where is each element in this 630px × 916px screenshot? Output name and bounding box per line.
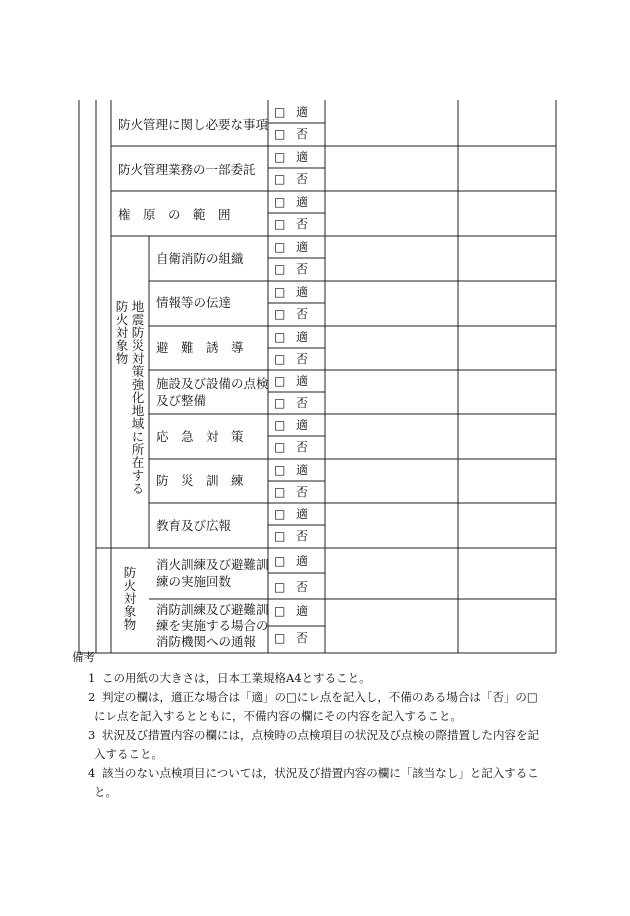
row-label-self-defense-organization: 自衛消防の組織 (156, 251, 244, 266)
row-label-emergency-measures: 応 急 対 策 (156, 429, 244, 444)
approve-checkbox[interactable] (274, 554, 308, 568)
note-number: 2 (88, 690, 96, 704)
reject-label: 否 (296, 352, 309, 366)
reject-checkbox[interactable] (274, 307, 308, 321)
checkbox-icon: □ (274, 529, 286, 543)
note-item-4 (78, 764, 578, 802)
checkbox-icon: □ (274, 217, 286, 231)
note-number: 4 (88, 766, 96, 780)
approve-label: 適 (296, 463, 309, 477)
checkbox-icon: □ (274, 485, 286, 499)
note-item-3 (78, 726, 578, 764)
row-label-drill-count-line2: 練の実施回数 (156, 574, 232, 589)
approve-label: 適 (296, 285, 309, 299)
reject-label: 否 (296, 396, 309, 410)
group2-label: 防火対象物 (122, 566, 137, 631)
row-label-facility-inspection-line2: 及び整備 (156, 393, 207, 408)
approve-label: 適 (296, 330, 309, 344)
row-label-facility-inspection-line1: 施設及び設備の点検 (156, 376, 269, 391)
reject-checkbox[interactable] (274, 172, 308, 186)
checkbox-icon: □ (274, 352, 286, 366)
note-text: この用紙の大きさは，日本工業規格A4とすること。 (102, 671, 371, 685)
reject-checkbox[interactable] (274, 580, 308, 594)
approve-label: 適 (296, 240, 309, 254)
reject-label: 否 (296, 529, 309, 543)
approve-checkbox[interactable] (274, 604, 308, 618)
checkbox-icon: □ (274, 440, 286, 454)
approve-checkbox[interactable] (274, 418, 308, 432)
row-label-fire-notification-line2: 練を実施する場合の (156, 618, 269, 633)
checkbox-icon: □ (274, 374, 286, 388)
checkbox-icon: □ (274, 195, 286, 209)
note-number: 1 (88, 671, 96, 685)
reject-checkbox[interactable] (274, 485, 308, 499)
reject-label: 否 (296, 631, 309, 645)
checkbox-icon: □ (274, 554, 286, 568)
approve-label: 適 (296, 195, 309, 209)
reject-label: 否 (296, 307, 309, 321)
checkbox-icon: □ (274, 307, 286, 321)
note-text-line2: と。 (94, 785, 117, 799)
note-item-2 (78, 688, 578, 726)
row-label-fire-notification-line3: 消防機関への通報 (156, 634, 257, 649)
checkbox-icon: □ (274, 631, 286, 645)
reject-label: 否 (296, 217, 309, 231)
note-text-line2: 入すること。 (94, 747, 163, 761)
row-label-fire-management-items: 防火管理に関し必要な事項 (118, 117, 269, 132)
approve-label: 適 (296, 374, 309, 388)
reject-checkbox[interactable] (274, 262, 308, 276)
note-text-line1: 判定の欄は，適正な場合は「適」の□にレ点を記入し，不備のある場合は「否」の□ (102, 690, 538, 704)
checkbox-icon: □ (274, 580, 286, 594)
approve-label: 適 (296, 150, 309, 164)
notes-heading: 備考 (72, 650, 95, 664)
checkbox-icon: □ (274, 463, 286, 477)
reject-checkbox[interactable] (274, 631, 308, 645)
row-label-partial-outsourcing: 防火管理業務の一部委託 (118, 162, 256, 177)
checkbox-icon: □ (274, 172, 286, 186)
checkbox-icon: □ (274, 507, 286, 521)
checkbox-icon: □ (274, 240, 286, 254)
reject-label: 否 (296, 262, 309, 276)
reject-checkbox[interactable] (274, 217, 308, 231)
row-label-evacuation-guidance: 避 難 誘 導 (156, 340, 244, 355)
reject-label: 否 (296, 127, 309, 141)
approve-checkbox[interactable] (274, 285, 308, 299)
checkbox-icon: □ (274, 330, 286, 344)
approve-checkbox[interactable] (274, 195, 308, 209)
note-text-line1: 状況及び措置内容の欄には，点検時の点検項目の状況及び点検の際措置した内容を記 (102, 728, 539, 742)
reject-checkbox[interactable] (274, 440, 308, 454)
checkbox-icon: □ (274, 604, 286, 618)
group1-outer-label: 防火対象物 (114, 300, 129, 365)
note-number: 3 (88, 728, 96, 742)
approve-label: 適 (296, 604, 309, 618)
approve-checkbox[interactable] (274, 463, 308, 477)
approve-checkbox[interactable] (274, 374, 308, 388)
checkbox-icon: □ (274, 418, 286, 432)
row-label-authority-scope: 権 原 の 範 囲 (118, 207, 231, 222)
approve-label: 適 (296, 418, 309, 432)
note-text-line1: 該当のない点検項目については，状況及び措置内容の欄に「該当なし」と記入するこ (102, 766, 539, 780)
approve-checkbox[interactable] (274, 507, 308, 521)
checkbox-icon: □ (274, 127, 286, 141)
reject-checkbox[interactable] (274, 529, 308, 543)
approve-checkbox[interactable] (274, 150, 308, 164)
reject-checkbox[interactable] (274, 352, 308, 366)
reject-label: 否 (296, 485, 309, 499)
checkbox-icon: □ (274, 262, 286, 276)
group1-inner-label: 地震防災対策強化地域に所在する (130, 300, 145, 495)
approve-checkbox[interactable] (274, 105, 308, 119)
approve-label: 適 (296, 507, 309, 521)
row-label-education-publicity: 教育及び広報 (156, 518, 232, 533)
row-label-fire-notification-line1: 消防訓練及び避難訓 (156, 602, 269, 617)
row-label-information-transmission: 情報等の伝達 (156, 295, 232, 310)
row-label-drill-count-line1: 消火訓練及び避難訓 (156, 557, 269, 572)
checkbox-icon: □ (274, 150, 286, 164)
note-item-1 (78, 669, 578, 688)
approve-label: 適 (296, 105, 309, 119)
reject-checkbox[interactable] (274, 127, 308, 141)
reject-label: 否 (296, 440, 309, 454)
checkbox-icon: □ (274, 285, 286, 299)
row-label-disaster-drill: 防 災 訓 練 (156, 473, 244, 488)
approve-checkbox[interactable] (274, 240, 308, 254)
approve-checkbox[interactable] (274, 330, 308, 344)
reject-label: 否 (296, 580, 309, 594)
reject-checkbox[interactable] (274, 396, 308, 410)
approve-label: 適 (296, 554, 309, 568)
note-text-line2: にレ点を記入するとともに，不備内容の欄にその内容を記入すること。 (94, 709, 462, 723)
reject-label: 否 (296, 172, 309, 186)
notes-section (72, 648, 578, 802)
checkbox-icon: □ (274, 105, 286, 119)
checkbox-icon: □ (274, 396, 286, 410)
